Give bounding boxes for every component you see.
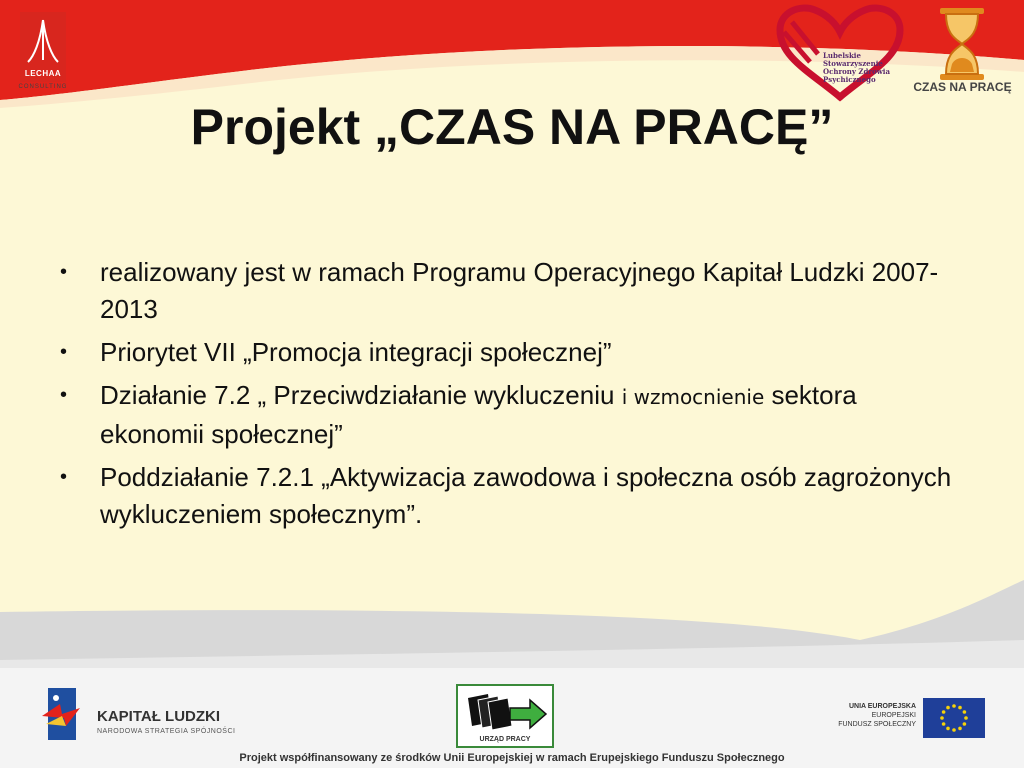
bullet-text-small: i wzmocnienie <box>621 385 765 409</box>
bullet-text: Poddziałanie 7.2.1 „Aktywizacja zawodowa i społeczna osób zagrożonych wykluczeniem społecznym”. <box>100 462 952 529</box>
list-item <box>60 377 960 453</box>
bullet-text: Działanie 7.2 „ Przeciwdziałanie wykluczeniu <box>100 380 622 410</box>
eu-line-2: EUROPEJSKI <box>871 712 916 719</box>
list-item <box>60 254 960 328</box>
kapital-ludzki-logo <box>40 686 240 746</box>
lechaa-logo-name: LECHAA <box>24 69 62 78</box>
lechaa-logo <box>14 12 72 96</box>
footer-logos <box>0 680 1024 750</box>
slide-title: Projekt „CZAS NA PRACĘ” <box>190 99 834 155</box>
lechaa-logo-sub: CONSULTING <box>18 84 68 90</box>
list-item <box>60 334 960 371</box>
eu-line-3: FUNDUSZ SPOŁECZNY <box>838 721 916 728</box>
bullet-icon: • <box>60 384 68 406</box>
urzad-pracy-label: URZĄD PRACY <box>479 736 531 743</box>
bullet-list <box>60 254 960 539</box>
bullet-icon: • <box>60 261 68 283</box>
hourglass-icon <box>934 6 990 82</box>
list-item <box>60 459 960 533</box>
eu-line-1: UNIA EUROPEJSKA <box>848 703 916 710</box>
urzad-pracy-logo <box>456 684 554 748</box>
heart-logo-text: Lubelskie Stowarzyszenie Ochrony Zdrowia Psychicznego <box>823 51 890 84</box>
bullet-text: sektora ekonomii społecznej” <box>100 380 857 449</box>
footer-note: Projekt współfinansowany ze środków Unii Europejskiej w ramach Erupejskiego Funduszu Społecznego <box>239 752 785 764</box>
czas-na-prace-label: CZAS NA PRACĘ <box>913 80 1012 94</box>
tower-icon <box>20 12 66 68</box>
arrow-cards-icon <box>458 688 552 734</box>
eu-text <box>790 702 916 729</box>
kapital-ludzki-title: KAPITAŁ LUDZKI <box>97 708 221 725</box>
kapital-ludzki-subtitle: NARODOWA STRATEGIA SPÓJNOŚCI <box>97 728 236 735</box>
bullet-text: Priorytet VII „Promocja integracji społecznej” <box>100 337 612 367</box>
bullet-icon: • <box>60 341 68 363</box>
bullet-icon: • <box>60 466 68 488</box>
kapital-ludzki-icon <box>40 686 84 742</box>
bullet-text: realizowany jest w ramach Programu Operacyjnego Kapitał Ludzki 2007-2013 <box>100 257 939 324</box>
eu-flag-icon <box>923 698 985 738</box>
